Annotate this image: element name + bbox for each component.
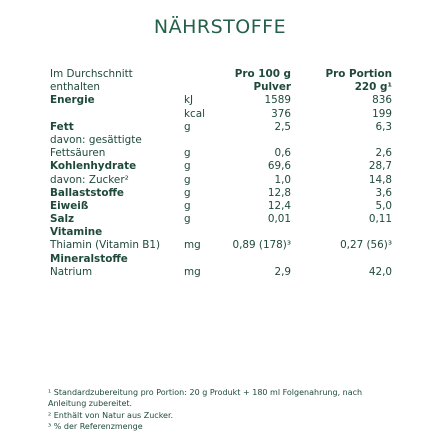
row-per100-value: 0,01: [267, 213, 291, 226]
row-per100-value: 1,0: [274, 173, 291, 186]
row-label: davon: Zucker²: [50, 173, 129, 186]
table-row: [48, 94, 398, 107]
row-unit: g: [184, 213, 191, 226]
table-row: [48, 147, 398, 160]
row-unit: kcal: [184, 107, 205, 120]
row-label: Kohlenhydrate: [50, 160, 137, 173]
table-row: [48, 253, 398, 266]
row-portion-value: 28,7: [368, 160, 392, 173]
row-per100-value: 12,8: [267, 186, 291, 199]
table-row: [48, 226, 398, 239]
row-portion-value: 2,6: [375, 147, 392, 160]
row-portion-value: 0,11: [368, 213, 392, 226]
footnote-1-line2: Anleitung zubereitet.: [48, 399, 133, 409]
row-per100-value: 1589: [264, 94, 291, 107]
row-unit: kJ: [184, 94, 194, 107]
table-row: [48, 213, 398, 226]
row-unit: mg: [184, 265, 201, 278]
row-label: Energie: [50, 94, 95, 107]
row-per100-value: 12,4: [267, 199, 291, 212]
row-unit: g: [184, 186, 191, 199]
row-label: davon: gesättigte: [50, 133, 142, 146]
nutrition-table: [48, 68, 398, 279]
page-title: NÄHRSTOFFE: [153, 16, 287, 38]
row-label: Eiweiß: [50, 199, 89, 212]
row-portion-value: 3,6: [375, 186, 392, 199]
footnote-3: ³ % der Referenzmenge: [48, 421, 143, 431]
row-portion-value: 0,27 (56)³: [340, 239, 392, 252]
row-label: Vitamine: [50, 226, 103, 239]
row-unit: g: [184, 160, 191, 173]
row-unit: g: [184, 199, 191, 212]
row-unit: g: [184, 120, 191, 133]
row-label: Mineralstoffe: [50, 252, 128, 265]
table-row: [48, 187, 398, 200]
row-label: Fettsäuren: [50, 147, 106, 160]
table-header-row-1: [48, 68, 398, 81]
row-label: Fett: [50, 120, 74, 133]
table-header-row-2: [48, 81, 398, 94]
row-portion-value: 6,3: [375, 120, 392, 133]
table-row: [48, 200, 398, 213]
row-unit: mg: [184, 239, 201, 252]
header-label-line1: Im Durchschnitt: [50, 68, 133, 80]
table-row: [48, 121, 398, 134]
row-label: Ballaststoffe: [50, 186, 124, 199]
row-unit: g: [184, 173, 191, 186]
table-row: [48, 174, 398, 187]
row-unit: g: [184, 147, 191, 160]
table-row: [48, 134, 398, 147]
row-portion-value: 42,0: [368, 265, 392, 278]
row-label: Natrium: [50, 265, 93, 278]
footnote-2: ² Enthält von Natur aus Zucker.: [48, 410, 174, 420]
row-per100-value: 2,5: [274, 120, 291, 133]
header-per100-line2: Pulver: [253, 81, 291, 94]
table-row: [48, 108, 398, 121]
footnote-1-line1: ¹ Standardzubereitung pro Portion: 20 g Produkt + 180 ml Folgenahrung, nach: [48, 388, 363, 397]
header-portion-line2: 220 g¹: [354, 81, 392, 94]
table-body: [48, 94, 398, 279]
row-per100-value: 69,6: [267, 160, 291, 173]
table-row: [48, 239, 398, 252]
row-portion-value: 199: [372, 107, 392, 120]
row-portion-value: 5,0: [375, 199, 392, 212]
table-row: [48, 266, 398, 279]
header-portion-line1: Pro Portion: [325, 68, 392, 80]
row-label: Salz: [50, 213, 75, 226]
row-per100-value: 0,89 (178)³: [232, 239, 291, 252]
row-per100-value: 376: [271, 107, 291, 120]
row-portion-value: 14,8: [368, 173, 392, 186]
row-per100-value: 0,6: [274, 147, 291, 160]
row-label: Thiamin (Vitamin B1): [50, 239, 161, 252]
footnotes: [48, 387, 408, 432]
row-per100-value: 2,9: [274, 265, 291, 278]
header-per100-line1: Pro 100 g: [234, 68, 291, 80]
row-portion-value: 836: [372, 94, 392, 107]
table-row: [48, 160, 398, 173]
header-label-line2: enthalten: [50, 81, 100, 94]
